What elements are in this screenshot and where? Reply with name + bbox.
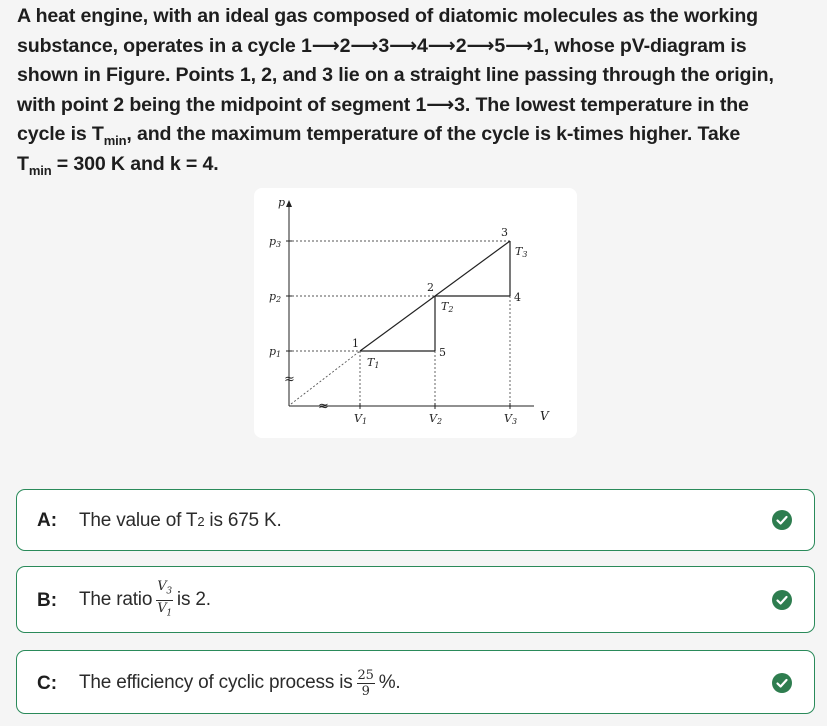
- p-axis-break-icon: ≈: [284, 372, 295, 387]
- pv-diagram-card: [254, 188, 577, 438]
- option-b-text: The ratio $\frac{V_3}{V_1}$ is 2.: [79, 578, 211, 619]
- t2-label: T2: [441, 300, 454, 314]
- question-line-3: shown in Figure. Points 1, 2, and 3 lie on a straight line passing through the origin,: [17, 64, 774, 86]
- option-a-letter: A:: [37, 510, 58, 531]
- option-b-letter: B:: [37, 590, 58, 611]
- p2-label: p2: [269, 290, 282, 304]
- option-c[interactable]: [16, 650, 815, 714]
- v-axis-label: V: [540, 409, 549, 423]
- question-line-6: $T_{min} = 300$ K and k = 4.: [17, 152, 219, 178]
- correct-icon: [772, 510, 792, 530]
- v3-over-v1-fraction: $\frac{V_3}{V_1}$: [157, 578, 172, 619]
- p-axis-arrow: [286, 200, 292, 207]
- efficiency-fraction: $\frac{25}{9}$: [357, 667, 374, 699]
- option-a[interactable]: [16, 489, 815, 551]
- pv-diagram: [254, 188, 577, 438]
- v-axis-break-icon: ≈: [318, 399, 329, 414]
- t1-label: T1: [367, 356, 380, 370]
- option-c-text: The efficiency of cyclic process is $\frac{25}{9}$ %.: [79, 667, 401, 699]
- v3-label: V3: [504, 412, 518, 426]
- option-a-text: The value of T 2 is 675 K.: [79, 510, 282, 531]
- point-5-label: 5: [439, 346, 446, 359]
- p-axis-label: p: [278, 196, 286, 209]
- option-b[interactable]: [16, 566, 815, 633]
- question-line-4: with point 2 being the midpoint of segment 1⟶3. The lowest temperature in the: [17, 93, 749, 116]
- point-3-label: 3: [501, 226, 508, 239]
- question-text: [17, 2, 817, 179]
- p1-label: p1: [269, 345, 282, 359]
- correct-icon: [772, 590, 792, 610]
- correct-icon: [772, 673, 792, 693]
- p3-label: p3: [269, 235, 282, 249]
- option-c-letter: C:: [37, 673, 58, 694]
- v2-label: V2: [429, 412, 443, 426]
- question-line-5: cycle is $T_{min}$, and the maximum temperature of the cycle is k-times higher. Take: [17, 123, 741, 148]
- question-line-2: substance, operates in a cycle 1⟶2⟶3⟶4⟶2⟶5⟶1, whose pV-diagram is: [17, 34, 747, 57]
- t3-label: T3: [515, 245, 528, 259]
- point-2-label: 2: [427, 281, 434, 294]
- point-4-label: 4: [514, 291, 521, 304]
- v1-label: V1: [354, 412, 368, 426]
- question-line-1: A heat engine, with an ideal gas composed of diatomic molecules as the working: [17, 5, 759, 27]
- cycle-path: [360, 241, 510, 351]
- point-1-label: 1: [352, 337, 359, 350]
